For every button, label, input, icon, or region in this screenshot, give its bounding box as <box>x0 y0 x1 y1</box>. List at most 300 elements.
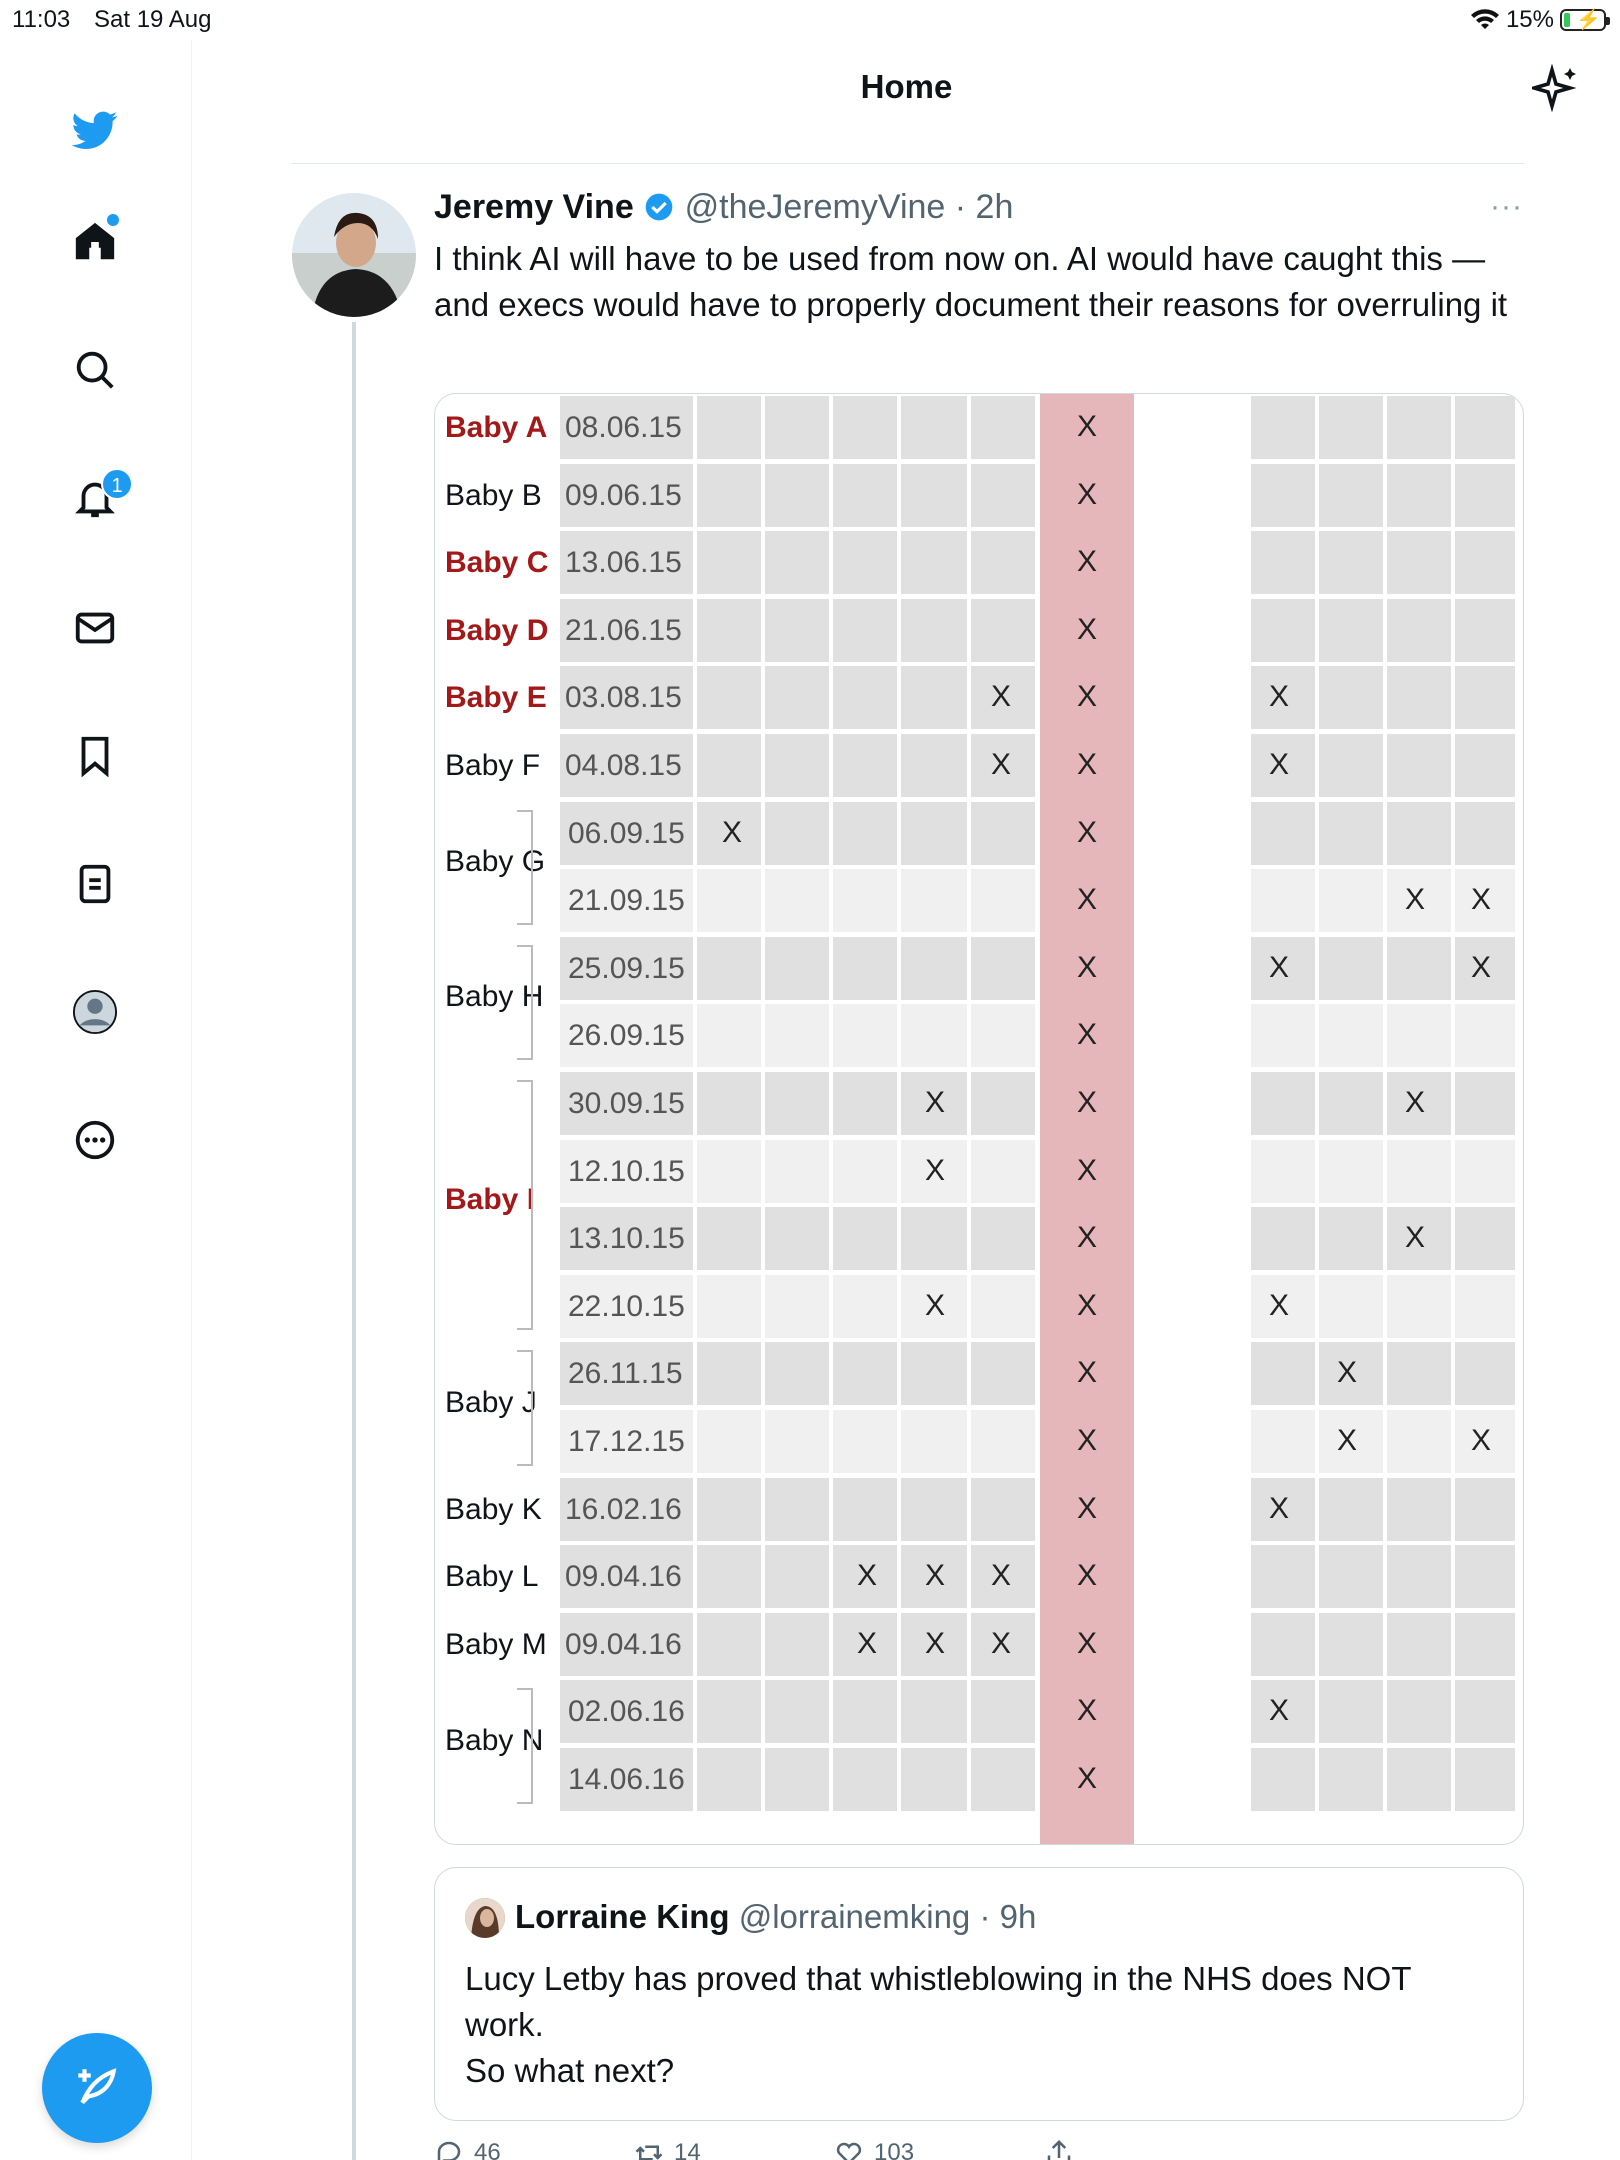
table-cell <box>765 1004 829 1067</box>
quoted-author-handle: @lorrainemking <box>738 1898 971 1935</box>
battery-icon <box>1560 9 1606 31</box>
table-cell <box>901 531 967 594</box>
shift-date: 26.11.15 <box>568 1357 683 1391</box>
table-row <box>435 802 1524 865</box>
table-cell <box>833 734 897 797</box>
quoted-tweet-header <box>515 1898 1036 1936</box>
table-row <box>435 531 1524 594</box>
table-cell <box>833 1748 897 1811</box>
table-cell <box>1319 1748 1383 1811</box>
shift-mark: X <box>1076 612 1097 646</box>
table-cell <box>765 1545 829 1608</box>
table-cell <box>1319 396 1383 459</box>
nav-lists[interactable] <box>55 844 135 924</box>
table-cell <box>765 1748 829 1811</box>
quoted-author-name: Lorraine King <box>515 1898 730 1935</box>
table-cell <box>833 1207 897 1270</box>
table-cell <box>1319 1545 1383 1608</box>
table-cell <box>1455 1004 1515 1067</box>
shift-mark: X <box>990 1559 1011 1593</box>
shift-date: 30.09.15 <box>568 1087 685 1120</box>
shift-date: 04.08.15 <box>565 749 682 782</box>
table-cell <box>697 1478 761 1541</box>
shift-mark: X <box>1470 1424 1491 1457</box>
heart-icon <box>834 2138 864 2160</box>
table-cell <box>1251 531 1315 594</box>
nav-profile[interactable] <box>55 972 135 1052</box>
table-cell <box>1251 802 1315 865</box>
table-cell <box>765 396 829 459</box>
table-cell <box>765 1140 829 1203</box>
table-cell <box>833 666 897 729</box>
table-cell <box>1251 869 1315 932</box>
table-row <box>435 1478 1524 1541</box>
shift-mark: X <box>1268 1694 1289 1728</box>
table-cell <box>1455 396 1515 459</box>
shift-mark: X <box>1076 1491 1097 1525</box>
shift-mark: X <box>1076 1018 1097 1052</box>
table-cell <box>1455 734 1515 797</box>
shift-mark: X <box>1076 477 1097 511</box>
reply-button[interactable] <box>434 2138 501 2160</box>
baby-label: Baby F <box>445 749 541 782</box>
table-cell <box>697 1207 761 1270</box>
shift-date: 16.02.16 <box>565 1492 682 1526</box>
table-row <box>435 734 1524 797</box>
shift-mark: X <box>1076 1086 1097 1119</box>
table-cell <box>833 1410 897 1473</box>
table-cell <box>1455 1342 1515 1405</box>
group-bracket <box>517 1350 533 1465</box>
profile-avatar-icon <box>72 989 118 1035</box>
table-cell <box>833 1275 897 1338</box>
table-cell <box>1387 464 1451 527</box>
table-cell <box>833 464 897 527</box>
shift-mark: X <box>924 1153 945 1187</box>
table-cell <box>765 802 829 865</box>
shift-mark: X <box>1076 1694 1097 1728</box>
shift-mark: X <box>1268 680 1289 714</box>
table-cell <box>765 599 829 662</box>
table-cell <box>1251 1342 1315 1405</box>
table-cell <box>765 1613 829 1676</box>
more-circle-icon <box>72 1117 118 1163</box>
table-row <box>435 396 1524 459</box>
table-cell <box>697 937 761 1000</box>
table-cell <box>697 734 761 797</box>
group-bracket <box>517 1080 533 1330</box>
nav-more[interactable] <box>55 1100 135 1180</box>
retweet-count: 14 <box>674 2139 701 2160</box>
table-cell <box>971 531 1035 594</box>
table-cell <box>971 937 1035 1000</box>
table-cell <box>765 1680 829 1743</box>
table-cell <box>1455 599 1515 662</box>
table-cell <box>1455 1072 1515 1135</box>
table-cell <box>1251 1072 1315 1135</box>
table-cell <box>1387 1613 1451 1676</box>
table-cell <box>1387 1748 1451 1811</box>
table-cell <box>1251 1207 1315 1270</box>
table-cell <box>1387 1680 1451 1743</box>
table-cell <box>1455 1207 1515 1270</box>
table-row <box>435 1004 1524 1067</box>
table-row <box>435 599 1524 662</box>
table-cell <box>1455 464 1515 527</box>
table-cell <box>1251 1004 1315 1067</box>
table-cell <box>971 1004 1035 1067</box>
table-row <box>435 1140 1524 1203</box>
tweet-header <box>434 188 1013 227</box>
shift-mark: X <box>721 815 742 849</box>
tweet-media-image[interactable] <box>434 393 1524 1845</box>
table-cell <box>971 1342 1035 1405</box>
baby-group-label: Baby J <box>445 1386 537 1419</box>
table-row <box>435 1748 1524 1811</box>
table-cell <box>765 1410 829 1473</box>
shift-date: 22.10.15 <box>568 1289 685 1323</box>
shift-mark: X <box>1470 883 1491 917</box>
like-button[interactable] <box>834 2138 914 2160</box>
table-cell <box>971 1275 1035 1338</box>
baby-group-label: Baby G <box>445 845 546 879</box>
page-title: Home <box>860 68 953 105</box>
table-cell <box>1387 1478 1451 1541</box>
table-cell <box>1319 1275 1383 1338</box>
table-cell <box>901 734 967 797</box>
status-time: 11:03 <box>12 6 71 33</box>
shift-mark: X <box>990 748 1011 781</box>
sparkle-button[interactable] <box>1532 64 1580 117</box>
table-cell <box>1455 1140 1515 1203</box>
table-cell <box>697 1004 761 1067</box>
table-cell <box>697 1680 761 1743</box>
charging-icon: ⚡ <box>1576 9 1601 31</box>
table-cell <box>833 937 897 1000</box>
shift-mark: X <box>1336 1356 1357 1390</box>
table-cell <box>901 599 967 662</box>
table-cell <box>1387 599 1451 662</box>
table-cell <box>765 937 829 1000</box>
table-cell <box>1387 802 1451 865</box>
table-cell <box>971 599 1035 662</box>
table-cell <box>833 1342 897 1405</box>
table-cell <box>1319 869 1383 932</box>
author-avatar[interactable] <box>292 193 416 317</box>
shift-mark: X <box>1076 1221 1097 1255</box>
wifi-icon <box>1470 9 1500 31</box>
bookmark-icon <box>72 733 118 779</box>
reply-icon <box>434 2138 464 2160</box>
shift-mark: X <box>1268 748 1289 781</box>
table-cell <box>1387 1545 1451 1608</box>
table-cell <box>901 1478 967 1541</box>
table-cell <box>1319 937 1383 1000</box>
baby-label: Baby K <box>445 1492 542 1526</box>
shift-mark: X <box>1076 815 1097 849</box>
shift-mark: X <box>1336 1424 1357 1457</box>
table-cell <box>765 464 829 527</box>
table-cell <box>901 1207 967 1270</box>
table-cell <box>901 1004 967 1067</box>
table-cell <box>1319 734 1383 797</box>
table-cell <box>697 869 761 932</box>
table-cell <box>697 1140 761 1203</box>
table-cell <box>1319 1140 1383 1203</box>
shift-mark: X <box>1076 545 1097 579</box>
table-cell <box>697 1342 761 1405</box>
table-cell <box>1251 599 1315 662</box>
baby-group-label: Baby N <box>445 1724 544 1757</box>
table-cell <box>901 1342 967 1405</box>
quoted-tweet-text <box>465 1956 1495 2094</box>
shift-mark: X <box>1076 883 1097 917</box>
shift-mark: X <box>1076 1288 1097 1322</box>
table-cell <box>697 599 761 662</box>
table-cell <box>833 1140 897 1203</box>
nav-explore[interactable] <box>55 330 135 410</box>
nav-messages[interactable] <box>55 588 135 668</box>
quoted-text-line: So what next? <box>465 2052 675 2089</box>
table-cell <box>1319 1613 1383 1676</box>
table-cell <box>971 464 1035 527</box>
mail-icon <box>72 605 118 651</box>
author-handle[interactable]: @theJeremyVine <box>684 188 946 226</box>
table-cell <box>1387 937 1451 1000</box>
table-row <box>435 1342 1524 1405</box>
shift-date: 17.12.15 <box>568 1425 685 1458</box>
table-cell <box>971 1207 1035 1270</box>
shift-date: 06.09.15 <box>568 816 685 850</box>
table-cell <box>765 734 829 797</box>
tweet-more-button[interactable]: ··· <box>1490 190 1523 223</box>
table-cell <box>765 1275 829 1338</box>
baby-group-label: Baby I <box>445 1183 536 1217</box>
reply-count: 46 <box>474 2139 501 2160</box>
table-cell <box>833 802 897 865</box>
table-cell <box>697 1410 761 1473</box>
tweet-time[interactable]: 2h <box>975 188 1014 226</box>
table-cell <box>833 531 897 594</box>
table-cell <box>1455 802 1515 865</box>
shift-date: 09.04.16 <box>565 1627 682 1661</box>
verified-icon <box>643 191 675 223</box>
status-date: Sat 19 Aug <box>94 6 212 33</box>
shift-date: 26.09.15 <box>568 1019 685 1053</box>
shift-mark: X <box>1404 1086 1425 1119</box>
table-cell <box>1251 1613 1315 1676</box>
tweet-actions <box>434 2138 1534 2160</box>
group-bracket <box>517 810 533 925</box>
table-cell <box>1455 1275 1515 1338</box>
shift-mark: X <box>990 1626 1011 1660</box>
table-cell <box>765 869 829 932</box>
table-cell <box>697 1545 761 1608</box>
like-count: 103 <box>874 2139 915 2160</box>
shift-date: 02.06.16 <box>568 1695 685 1729</box>
table-cell <box>1387 1275 1451 1338</box>
table-cell <box>1251 1140 1315 1203</box>
twitter-logo-icon[interactable] <box>55 90 135 170</box>
table-cell <box>901 396 967 459</box>
table-cell <box>765 1342 829 1405</box>
table-cell <box>1387 1342 1451 1405</box>
table-cell <box>971 869 1035 932</box>
table-cell <box>901 1748 967 1811</box>
table-cell <box>697 1748 761 1811</box>
shift-mark: X <box>924 1559 945 1593</box>
new-content-dot <box>107 214 119 226</box>
table-cell <box>1319 1072 1383 1135</box>
battery-level <box>1564 13 1570 27</box>
list-icon <box>72 861 118 907</box>
shift-mark: X <box>1076 1424 1097 1457</box>
baby-group-label: Baby H <box>445 980 544 1014</box>
table-row <box>435 1072 1524 1135</box>
table-row <box>435 869 1524 932</box>
shift-mark: X <box>1076 1762 1097 1795</box>
nav-notifications[interactable] <box>55 458 135 538</box>
table-cell <box>697 531 761 594</box>
table-cell <box>1251 464 1315 527</box>
shift-mark: X <box>924 1626 945 1660</box>
shift-mark: X <box>1076 1356 1097 1390</box>
table-cell <box>1251 396 1315 459</box>
table-row <box>435 1207 1524 1270</box>
battery-percent: 15% <box>1505 6 1554 33</box>
table-row <box>435 1613 1524 1676</box>
shift-date: 21.06.15 <box>565 613 682 647</box>
search-icon <box>72 347 118 393</box>
table-cell <box>833 396 897 459</box>
table-cell <box>971 1410 1035 1473</box>
table-cell <box>901 802 967 865</box>
shift-date: 14.06.16 <box>568 1763 685 1796</box>
shift-mark: X <box>1076 748 1097 781</box>
nav-bookmarks[interactable] <box>55 716 135 796</box>
table-cell <box>833 1478 897 1541</box>
table-cell <box>1251 1748 1315 1811</box>
table-cell <box>971 1680 1035 1743</box>
table-row <box>435 1545 1524 1608</box>
shift-mark: X <box>990 680 1011 714</box>
table-cell <box>1455 531 1515 594</box>
share-button[interactable] <box>1044 2138 1074 2160</box>
table-cell <box>697 1072 761 1135</box>
quoted-tweet[interactable] <box>434 1867 1524 2121</box>
table-cell <box>765 531 829 594</box>
table-cell <box>1455 1613 1515 1676</box>
table-cell <box>1319 464 1383 527</box>
table-cell <box>833 1680 897 1743</box>
shift-date: 21.09.15 <box>568 884 685 918</box>
shift-mark: X <box>1268 1491 1289 1525</box>
sidebar <box>0 40 192 2160</box>
table-cell <box>765 1207 829 1270</box>
table-cell <box>697 1613 761 1676</box>
shift-date: 13.06.15 <box>565 546 682 580</box>
baby-label: Baby C <box>445 546 549 580</box>
table-cell <box>1387 734 1451 797</box>
table-row <box>435 666 1524 729</box>
table-cell <box>1455 666 1515 729</box>
shift-date: 09.06.15 <box>565 478 682 512</box>
shift-date: 09.04.16 <box>565 1560 682 1594</box>
group-bracket <box>517 1688 533 1803</box>
table-cell <box>1319 1680 1383 1743</box>
quoted-author-avatar <box>465 1898 505 1938</box>
sparkle-icon <box>1532 64 1580 112</box>
retweet-icon <box>634 2138 664 2160</box>
compose-tweet-button[interactable] <box>42 2033 152 2143</box>
table-cell <box>971 1072 1035 1135</box>
shift-mark: X <box>1268 950 1289 984</box>
table-cell <box>1319 802 1383 865</box>
table-cell <box>1387 666 1451 729</box>
table-cell <box>697 666 761 729</box>
shift-mark: X <box>1076 680 1097 714</box>
author-name[interactable]: Jeremy Vine <box>434 188 634 226</box>
quoted-tweet-time: 9h <box>999 1898 1037 1935</box>
table-row <box>435 1410 1524 1473</box>
table-cell <box>1455 1680 1515 1743</box>
table-cell <box>1387 1140 1451 1203</box>
retweet-button[interactable] <box>634 2138 701 2160</box>
shift-date: 03.08.15 <box>565 681 682 715</box>
shift-date: 13.10.15 <box>568 1222 685 1256</box>
table-cell <box>901 1410 967 1473</box>
table-cell <box>971 1748 1035 1811</box>
shift-date: 08.06.15 <box>565 411 682 444</box>
quoted-text-line: Lucy Letby has proved that whistleblowing in the NHS does NOT work. <box>465 1960 1411 2043</box>
separator-dot: · <box>970 1898 1000 1935</box>
baby-label: Baby E <box>445 681 547 715</box>
shift-mark: X <box>1076 1559 1097 1593</box>
shift-mark: X <box>1076 950 1097 984</box>
notification-badge: 1 <box>101 468 133 500</box>
baby-label: Baby M <box>445 1627 547 1661</box>
shift-mark: X <box>856 1626 877 1660</box>
table-cell <box>971 802 1035 865</box>
shift-mark: X <box>924 1086 945 1119</box>
table-cell <box>1387 1410 1451 1473</box>
table-row <box>435 937 1524 1000</box>
table-cell <box>971 1478 1035 1541</box>
shift-mark: X <box>856 1559 877 1593</box>
table-cell <box>765 1478 829 1541</box>
shift-mark: X <box>1076 410 1097 443</box>
baby-label: Baby L <box>445 1560 539 1594</box>
status-indicators <box>1470 6 1606 34</box>
baby-label: Baby D <box>445 613 549 647</box>
table-cell <box>901 937 967 1000</box>
shift-mark: X <box>924 1288 945 1322</box>
table-cell <box>1455 1545 1515 1608</box>
tweet-text: I think AI will have to be used from now on. AI would have caught this — and execs would have to properly document their reasons for overruling it <box>434 240 1508 323</box>
table-cell <box>1319 1478 1383 1541</box>
shift-mark: X <box>1076 1153 1097 1187</box>
table-cell <box>1319 531 1383 594</box>
table-cell <box>697 396 761 459</box>
shift-mark: X <box>1404 1221 1425 1255</box>
shift-mark: X <box>1268 1288 1289 1322</box>
table-cell <box>1319 666 1383 729</box>
shift-mark: X <box>1076 1626 1097 1660</box>
table-row <box>435 1680 1524 1743</box>
table-cell <box>833 1004 897 1067</box>
table-cell <box>833 869 897 932</box>
nav-home[interactable] <box>55 202 135 282</box>
